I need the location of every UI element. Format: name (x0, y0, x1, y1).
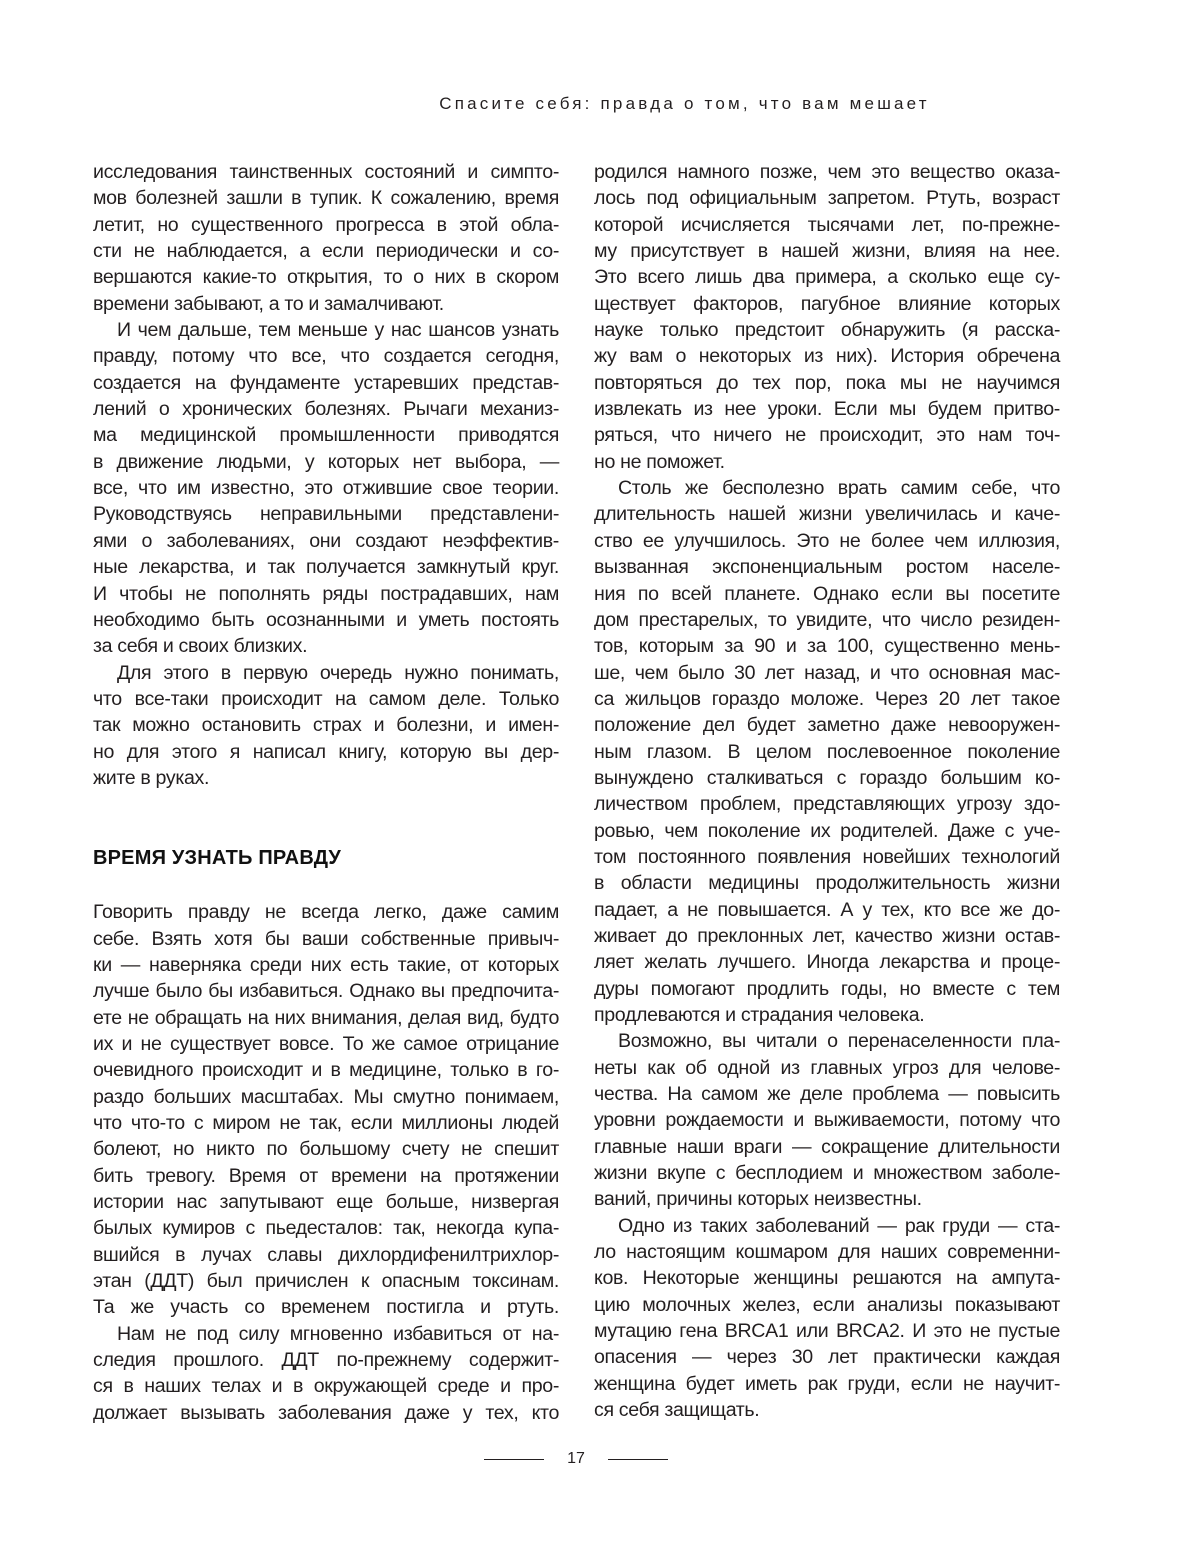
text-line: Столь же бесполезно врать самим себе, что (618, 477, 1060, 500)
text-line: личеством проблем, представляющих угрозу здо- (594, 793, 1060, 816)
text-line: опасения — через 30 лет практически каждая (594, 1346, 1060, 1369)
text-line: ло настоящим кошмаром для наших современни- (594, 1241, 1060, 1264)
text-line: дуры помогают продлить годы, но вместе с тем (594, 977, 1060, 1000)
text-line: Для этого в первую очередь нужно понимать, (117, 661, 559, 684)
text-line: И чем дальше, тем меньше у нас шансов узнать (117, 319, 559, 342)
text-line: бить тревогу. Время от времени на протяжении (93, 1164, 559, 1187)
text-line: уровни рождаемости и выживаемости, потому что (594, 1109, 1060, 1132)
text-line: летит, но существенного прогресса в этой обла- (93, 213, 559, 236)
text-line: Одно из таких заболеваний — рак груди — ста- (618, 1214, 1060, 1237)
text-line: но не поможет. (594, 450, 725, 473)
text-line: создается на фундаменте устаревших представ- (93, 371, 559, 394)
text-line: что что-то с миром не так, если миллионы людей (93, 1112, 559, 1134)
text-line: ство ее улучшилось. Это не более чем иллюзия, (594, 529, 1060, 552)
left-column (93, 159, 559, 1426)
text-line: следия прошлого. ДДТ по-прежнему содержит- (93, 1349, 559, 1372)
text-line: ма медицинской промышленности приводятся (93, 424, 559, 447)
text-line: себе. Взять хотя бы ваши собственные привыч- (93, 927, 559, 950)
text-line: извлекать из нее уроки. Если мы будем притво- (594, 398, 1060, 421)
text-line: том постоянного появления новейших технологий (594, 845, 1060, 868)
text-line: так можно остановить страх и болезни, и имен- (93, 714, 559, 737)
running-head: Спасите себя: правда о том, что вам мешает (439, 94, 930, 113)
text-line: вызванная экспоненциальным ростом населе- (594, 556, 1060, 579)
text-line: тов, которым за 90 и за 100, существенно мень- (594, 635, 1060, 658)
text-line: ся себя защищать. (594, 1399, 760, 1422)
text-line: чества. На самом же деле проблема — повысить (594, 1083, 1060, 1106)
text-line: Та же участь со временем постигла и ртуть. (93, 1296, 559, 1319)
page-number: 17 (567, 1450, 585, 1467)
text-line: вынуждено сталкиваться с гораздо большим ко- (594, 766, 1060, 789)
text-line: ете не обращать на них внимания, делая вид, будто (93, 1006, 559, 1029)
text-line: науке только предстоит обнаружить (я расска- (594, 319, 1060, 342)
text-line: неты как об одной из главных угроз для челове- (594, 1056, 1060, 1079)
text-line: все, что им известно, это отжившие свое теории. (93, 477, 559, 500)
text-line: ным глазом. В целом послевоенное поколение (594, 740, 1060, 763)
text-line: ряться, что ничего не происходит, это нам точ- (594, 424, 1060, 447)
text-line: исследования таинственных состояний и симпто- (93, 161, 559, 183)
text-line: их и не существует вовсе. То же самое отрицание (93, 1032, 559, 1055)
text-line: ния по всей планете. Однако если вы посетите (594, 582, 1060, 605)
text-line: жите в руках. (93, 766, 210, 789)
text-line: Возможно, вы читали о перенаселенности пла- (618, 1030, 1060, 1053)
text-line: но для этого я написал книгу, которую вы дер- (93, 740, 559, 763)
text-line: ся в наших телах и в окружающей среде и про- (93, 1375, 559, 1398)
text-line: ровью, чем поколение их родителей. Даже с уче- (594, 819, 1060, 842)
text-line: должает вызывать заболевания даже у тех, кто (93, 1401, 559, 1424)
text-line: главные наши враги — сокращение длительности (594, 1135, 1060, 1158)
text-line: лений о хронических болезнях. Рычаги механиз- (93, 398, 559, 421)
text-line: ные лекарства, и так получается замкнутый круг. (93, 556, 559, 579)
text-line: Нам не под силу мгновенно избавиться от на- (117, 1322, 559, 1345)
text-line: правду, потому что все, что создается сегодня, (93, 345, 559, 368)
text-line: Говорить правду не всегда легко, даже самим (93, 901, 559, 924)
text-line: ществует факторов, пагубное влияние которых (594, 292, 1060, 315)
text-line: са жильцов гораздо моложе. Через 20 лет такое (594, 687, 1060, 710)
text-line: вшийся в лучах славы дихлордифенилтрихлор- (93, 1243, 559, 1266)
text-line: падает, а не повышается. А у тех, кто все же до- (594, 898, 1060, 921)
text-line: Руководствуясь неправильными представлени- (93, 503, 559, 526)
left-text-block-2 (93, 899, 559, 1426)
text-line: мутацию гена BRCA1 или BRCA2. И это не пустые (594, 1320, 1060, 1343)
text-line: цию молочных желез, если анализы показывают (594, 1293, 1060, 1316)
text-line: которой исчисляется тысячами лет, по-прежне- (594, 213, 1060, 236)
section-gap (93, 791, 559, 845)
text-line: ков. Некоторые женщины решаются на ампута- (594, 1267, 1060, 1290)
text-line: родился намного позже, чем это вещество оказа- (594, 161, 1060, 183)
text-line: в движение людьми, у которых нет выбора, — (93, 450, 559, 473)
text-line: раздо больших масштабах. Мы смутно понимаем, (93, 1085, 559, 1108)
text-line: продлеваются и страдания человека. (594, 1004, 925, 1026)
text-line: былых кумиров с пьедесталов: так, некогда купа- (93, 1217, 559, 1240)
right-column (594, 159, 1060, 1424)
footer-rule-right (608, 1459, 668, 1460)
text-line: что все-таки происходит на самом деле. Только (93, 687, 559, 710)
text-line: лось под официальным запретом. Ртуть, возраст (594, 187, 1060, 210)
text-line: ки — наверняка среди них есть такие, от которых (93, 953, 559, 976)
text-line: мов болезней зашли в тупик. К сожалению, время (93, 187, 559, 210)
text-line: этан (ДДТ) был причислен к опасным токсинам. (93, 1270, 559, 1293)
section-heading: ВРЕМЯ УЗНАТЬ ПРАВДУ (93, 847, 342, 870)
text-line: за себя и своих близких. (93, 635, 308, 658)
text-line: жизни вкупе с бесплодием и множеством заболе- (594, 1162, 1060, 1185)
right-text-block (594, 159, 1060, 1424)
text-line: болеют, но никто по большому счету не спешит (93, 1138, 559, 1161)
text-line: женщина будет иметь рак груди, если не научит- (594, 1372, 1060, 1395)
text-line: дом престарелых, то увидите, что число резиден- (594, 608, 1060, 631)
text-line: лучше было бы избавиться. Однако вы предпочита- (93, 980, 559, 1003)
text-line: повторяться до тех пор, пока мы не научимся (594, 371, 1060, 394)
page-footer (0, 1447, 1193, 1471)
text-line: Это всего лишь два примера, а сколько еще су- (594, 266, 1060, 289)
text-line: му присутствует в нашей жизни, влияя на нее. (594, 240, 1060, 263)
text-line: в области медицины продолжительность жизни (594, 872, 1060, 895)
text-line: ями о заболеваниях, они создают неэффектив- (93, 529, 559, 552)
section-gap (93, 871, 559, 899)
left-text-block-1 (93, 159, 559, 791)
text-line: истории нас запутывают еще больше, низвергая (93, 1191, 559, 1214)
text-line: ваний, причины которых неизвестны. (594, 1188, 922, 1211)
text-line: ше, чем было 30 лет назад, и что основная мас- (594, 661, 1060, 684)
text-line: жу вам о некоторых из них). История обречена (594, 345, 1060, 368)
text-line: необходимо быть осознанными и уметь постоять (93, 608, 559, 631)
text-line: очевидного происходит и в медицине, только в го- (93, 1059, 559, 1082)
text-line: времени забывают, а то и замалчивают. (93, 292, 444, 315)
text-line: сти не наблюдается, а если периодически и со- (93, 240, 559, 263)
text-line: вершаются какие-то открытия, то о них в скором (93, 266, 559, 289)
text-line: ляет желать лучшего. Иногда лекарства и проце- (594, 951, 1060, 974)
text-line: живает до преклонных лет, качество жизни остав- (594, 924, 1060, 947)
text-line: И чтобы не пополнять ряды пострадавших, нам (93, 582, 559, 605)
text-line: положение дел будет заметно даже невооружен- (594, 714, 1060, 737)
footer-rule-left (484, 1459, 544, 1460)
text-line: длительность нашей жизни увеличилась и каче- (594, 503, 1060, 526)
